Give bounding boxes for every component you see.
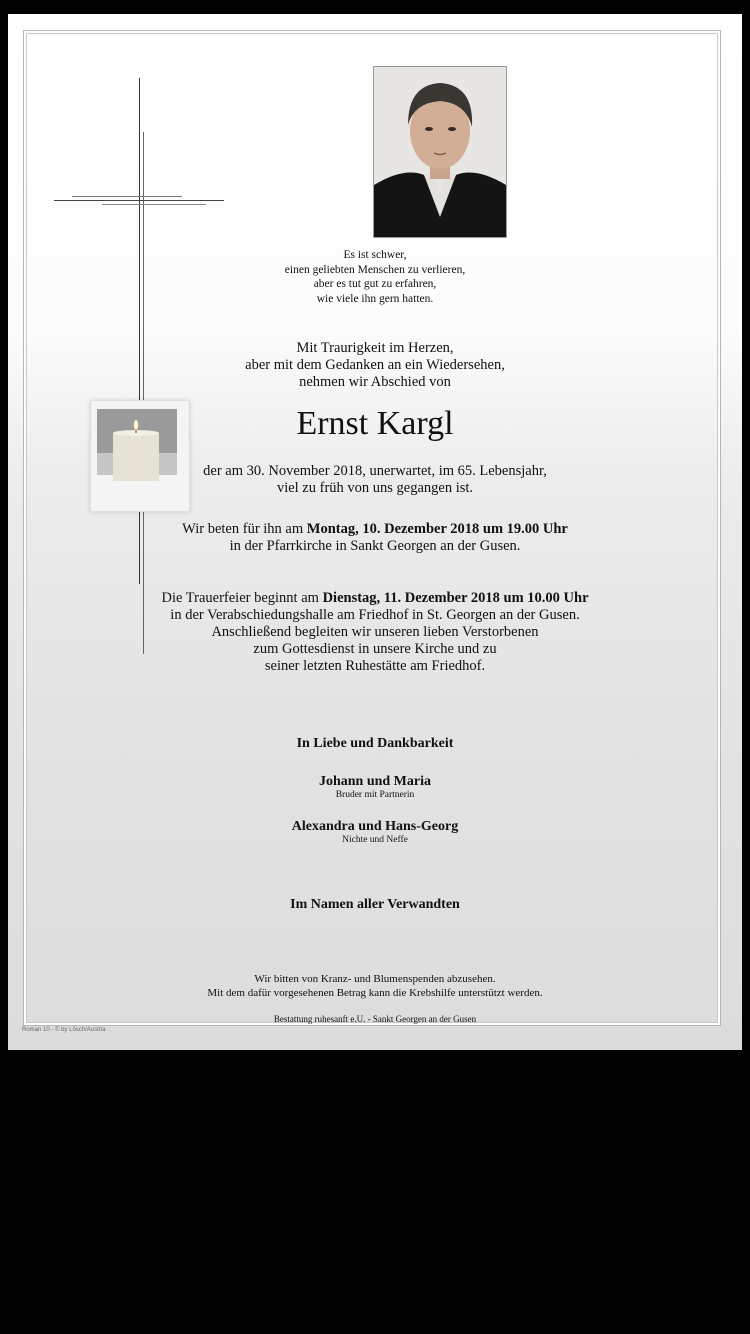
prayer-notice xyxy=(8,521,742,555)
request-line: Wir bitten von Kranz- und Blumenspenden abzusehen. xyxy=(254,973,496,985)
poem-line: Es ist schwer, xyxy=(343,249,407,261)
prayer-location: in der Pfarrkirche in Sankt Georgen an der Gusen. xyxy=(229,538,521,554)
prayer-date: Montag, 10. Dezember 2018 um 19.00 Uhr xyxy=(306,521,568,537)
request-line: Mit dem dafür vorgesehenen Betrag kann die Krebshilfe unterstützt werden. xyxy=(207,987,543,999)
family-names: Johann und Maria xyxy=(318,774,432,789)
poem xyxy=(8,248,742,306)
family-entry xyxy=(8,773,742,801)
funeral-date: Dienstag, 11. Dezember 2018 um 10.00 Uhr xyxy=(322,590,589,606)
death-line: viel zu früh von uns gegangen ist. xyxy=(276,480,474,496)
deceased-name: Ernst Kargl xyxy=(296,405,454,442)
funeral-line: zum Gottesdienst in unsere Kirche und zu xyxy=(253,641,497,657)
poem-line: wie viele ihn gern hatten. xyxy=(316,292,434,305)
death-line: der am 30. November 2018, unerwartet, im 65. Lebensjahr, xyxy=(203,463,547,479)
funeral-notice xyxy=(8,590,742,675)
intro-line: nehmen wir Abschied von xyxy=(299,374,451,390)
undertaker-line: Bestattung ruhesanft e.U. - Sankt Georgen an der Gusen xyxy=(273,1014,477,1024)
intro-text xyxy=(8,340,742,391)
parte-sheet xyxy=(8,14,742,1050)
funeral-line: in der Verabschiedungshalle am Friedhof in St. Georgen an der Gusen. xyxy=(170,607,580,623)
template-credit: Roman 10 - © by Lösch/Austria xyxy=(22,1027,106,1033)
funeral-prefix: Die Trauerfeier beginnt am xyxy=(161,590,323,606)
portrait-photo xyxy=(373,66,507,238)
poem-line: einen geliebten Menschen zu verlieren, xyxy=(284,263,466,276)
family-names: Alexandra und Hans-Georg xyxy=(291,819,459,834)
prayer-prefix: Wir beten für ihn am xyxy=(182,521,307,537)
donation-request xyxy=(8,972,742,1000)
family-entry xyxy=(8,818,742,846)
intro-line: Mit Traurigkeit im Herzen, xyxy=(296,340,454,356)
relatives-line: Im Namen aller Verwandten xyxy=(290,897,460,912)
poem-line: aber es tut gut zu erfahren, xyxy=(313,278,437,290)
family-relation: Nichte und Neffe xyxy=(342,835,408,845)
death-notice xyxy=(8,463,742,497)
family-relation: Bruder mit Partnerin xyxy=(335,790,415,800)
funeral-line: seiner letzten Ruhestätte am Friedhof. xyxy=(264,658,486,674)
intro-line: aber mit dem Gedanken an ein Wiedersehen, xyxy=(245,357,505,373)
funeral-line: Anschließend begleiten wir unseren lieben Verstorbenen xyxy=(211,624,539,640)
closing-line: In Liebe und Dankbarkeit xyxy=(296,736,454,751)
